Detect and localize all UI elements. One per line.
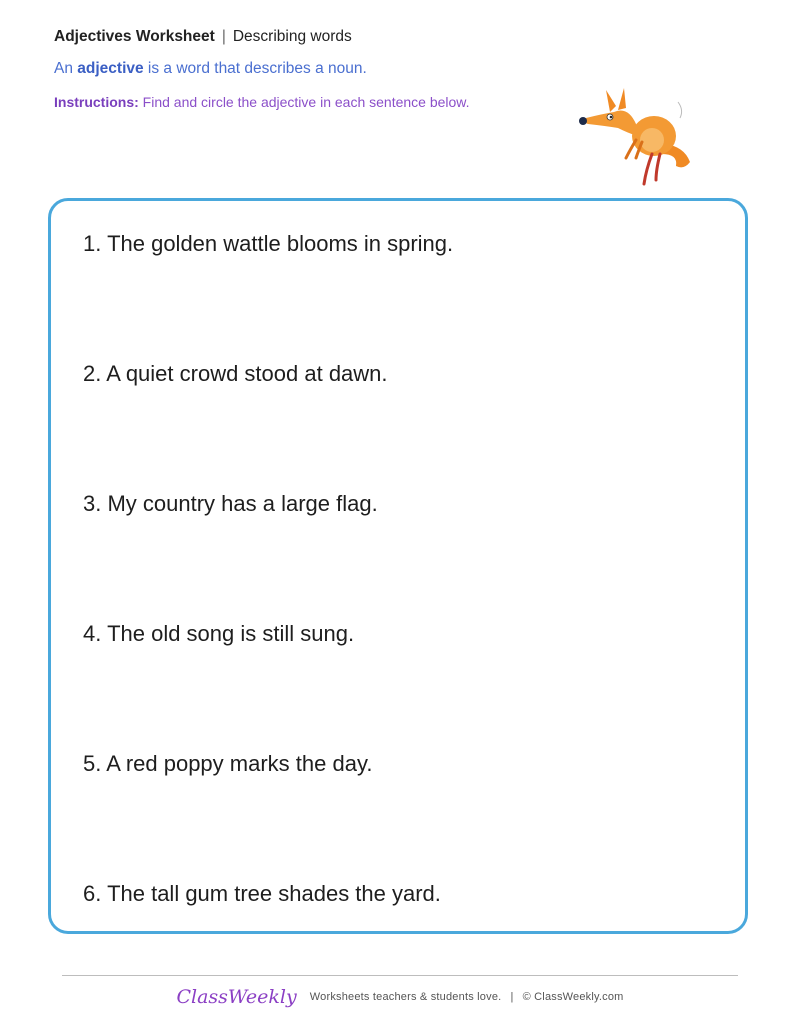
sentence-3[interactable]: 3. My country has a large flag. — [83, 491, 378, 516]
adjective-definition — [54, 60, 367, 78]
footer-tagline: Worksheets teachers & students love. — [309, 991, 502, 1003]
kangaroo-icon — [572, 84, 702, 190]
footer-copyright[interactable]: © ClassWeekly.com — [522, 991, 624, 1003]
footer-divider-bar: | — [510, 991, 514, 1003]
header-separator: | — [221, 28, 226, 45]
definition-prefix: An — [54, 60, 78, 77]
sentence-box — [48, 198, 748, 934]
footer — [0, 986, 800, 1008]
instructions-text: Find and circle the adjective in each sentence below. — [138, 94, 470, 110]
sentence-6[interactable]: 6. The tall gum tree shades the yard. — [83, 881, 441, 906]
sentence-2[interactable]: 2. A quiet crowd stood at dawn. — [83, 361, 388, 386]
footer-divider — [62, 975, 738, 976]
sentence-5[interactable]: 5. A red poppy marks the day. — [83, 751, 373, 776]
instructions-label: Instructions: — [54, 94, 139, 110]
definition-suffix: is a word that describes a noun. — [143, 60, 367, 77]
classweekly-logo: ClassWeekly — [176, 986, 297, 1008]
sentence-4[interactable]: 4. The old song is still sung. — [83, 621, 355, 646]
worksheet-subtitle: Describing words — [232, 28, 352, 45]
sentence-1[interactable]: 1. The golden wattle blooms in spring. — [83, 231, 454, 256]
worksheet-title: Adjectives Worksheet — [54, 28, 215, 45]
instructions — [54, 94, 470, 110]
worksheet-header — [54, 28, 352, 46]
definition-term: adjective — [77, 60, 144, 77]
